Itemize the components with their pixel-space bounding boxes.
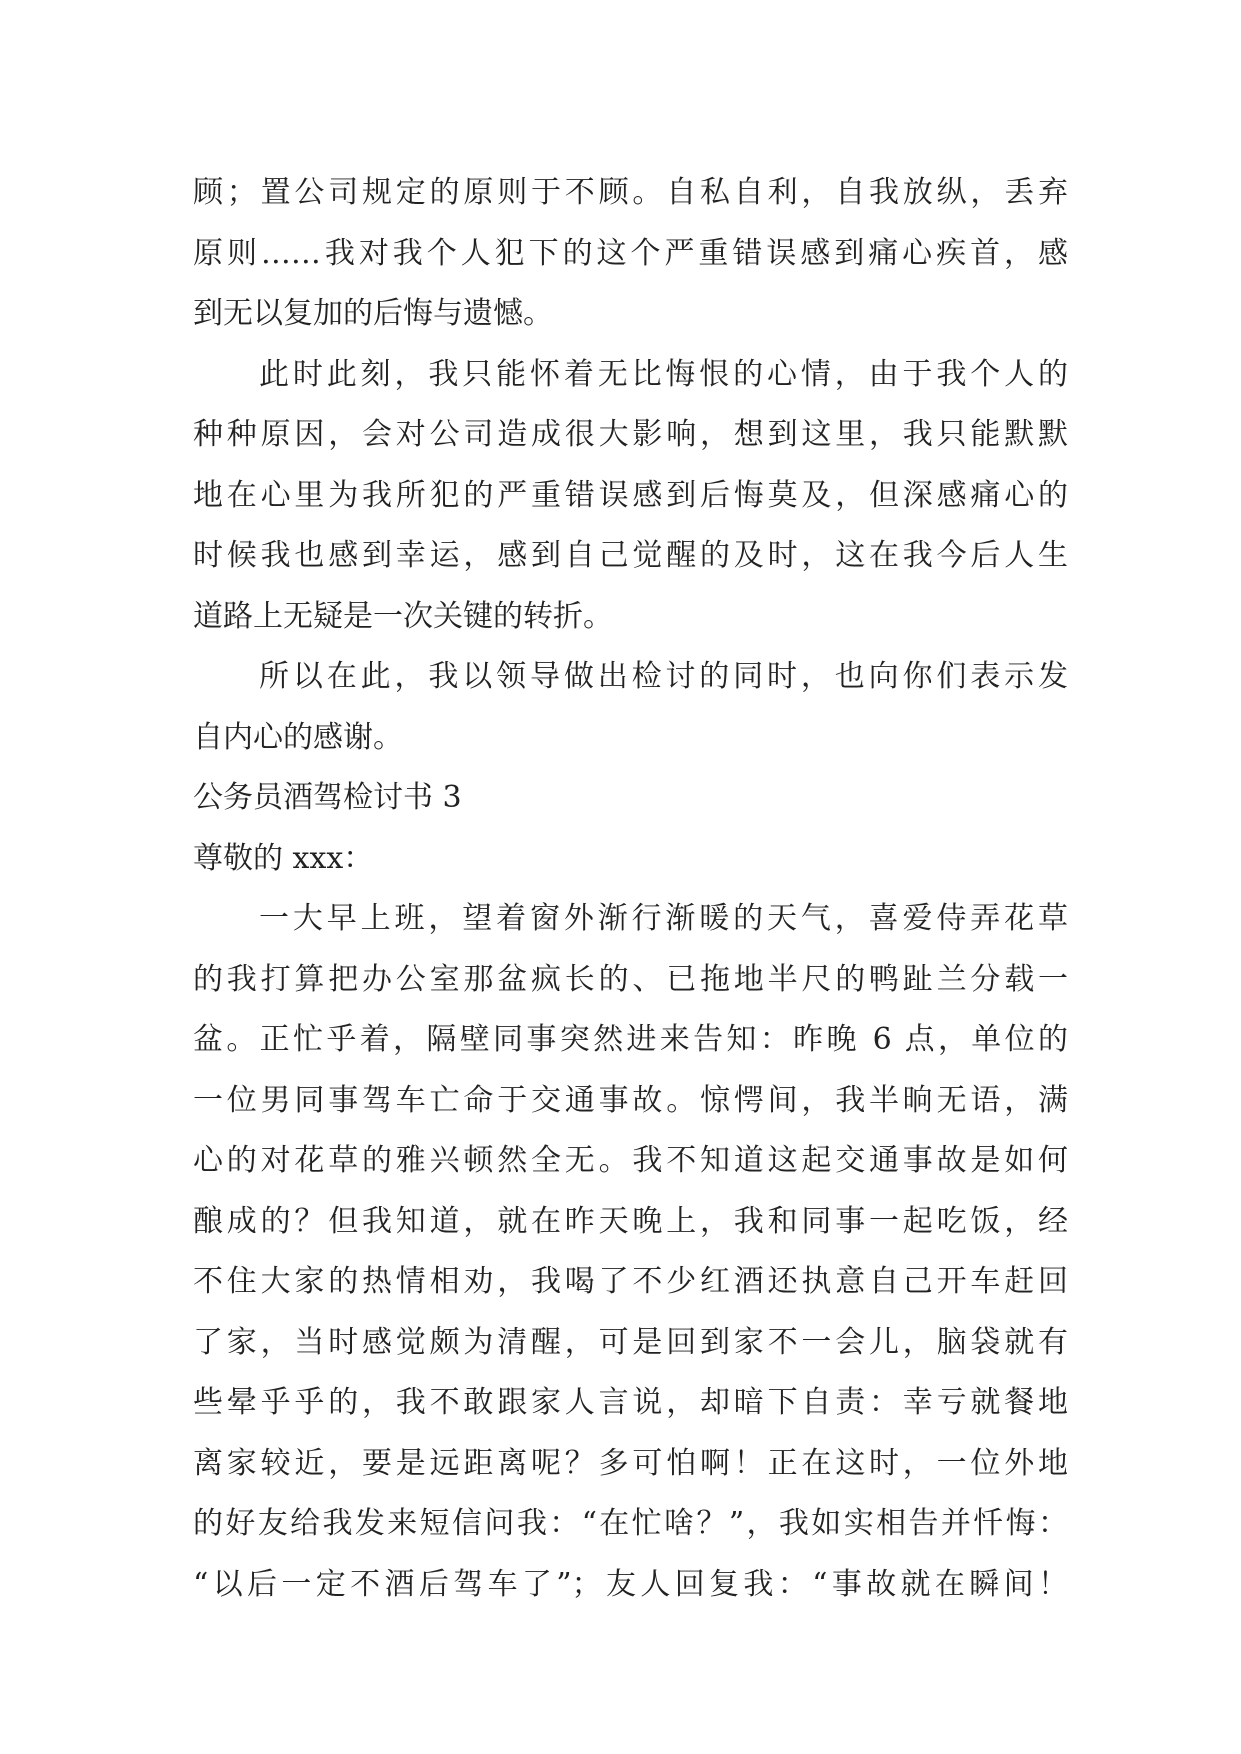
- text-line: 尊敬的 xxx：: [193, 840, 374, 876]
- text-line: 此时此刻，我只能怀着无比悔恨的心情，由于我个人的: [259, 356, 1068, 392]
- document-body: [193, 163, 1068, 1615]
- text-line: 顾；置公司规定的原则于不顾。自私自利，自我放纵，丢弃: [193, 175, 1068, 210]
- text-line: 种种原因，会对公司造成很大影响，想到这里，我只能默默: [193, 417, 1068, 452]
- text-line: 的我打算把办公室那盆疯长的、已拖地半尺的鸭趾兰分载一: [193, 961, 1068, 997]
- text-line: 时候我也感到幸运，感到自己觉醒的及时，这在我今后人生: [193, 538, 1068, 573]
- text-line: 公务员酒驾检讨书 3: [193, 780, 462, 815]
- text-line: 所以在此，我以领导做出检讨的同时，也向你们表示发: [259, 659, 1068, 694]
- text-line: 到无以复加的后悔与遗憾。: [193, 296, 553, 331]
- text-line: 的好友给我发来短信问我：“在忙啥？”，我如实相告并忏悔：: [193, 1506, 1068, 1541]
- text-line: 盆。正忙乎着，隔壁同事突然进来告知：昨晚 6 点，单位的: [193, 1022, 1068, 1057]
- text-line: 心的对花草的雅兴顿然全无。我不知道这起交通事故是如何: [193, 1143, 1068, 1178]
- text-line: 原则……我对我个人犯下的这个严重错误感到痛心疾首，感: [193, 235, 1068, 271]
- text-line: 离家较近，要是远距离呢？多可怕啊！正在这时，一位外地: [193, 1445, 1068, 1481]
- text-line: 一大早上班，望着窗外渐行渐暖的天气，喜爱侍弄花草: [259, 901, 1068, 936]
- text-line: 道路上无疑是一次关键的转折。: [193, 598, 613, 634]
- text-line: 些晕乎乎的，我不敢跟家人言说，却暗下自责：幸亏就餐地: [193, 1385, 1068, 1420]
- text-line: 地在心里为我所犯的严重错误感到后悔莫及，但深感痛心的: [193, 477, 1068, 513]
- text-line: 不住大家的热情相劝，我喝了不少红酒还执意自己开车赶回: [193, 1264, 1068, 1299]
- text-line: 一位男同事驾车亡命于交通事故。惊愕间，我半晌无语，满: [193, 1082, 1068, 1118]
- text-line: 了家，当时感觉颇为清醒，可是回到家不一会儿，脑袋就有: [193, 1324, 1068, 1360]
- text-line: “以后一定不酒后驾车了”；友人回复我：“事故就在瞬间！: [193, 1566, 1068, 1602]
- text-line: 自内心的感谢。: [193, 719, 403, 755]
- text-line: 酿成的？但我知道，就在昨天晚上，我和同事一起吃饭，经: [193, 1203, 1068, 1239]
